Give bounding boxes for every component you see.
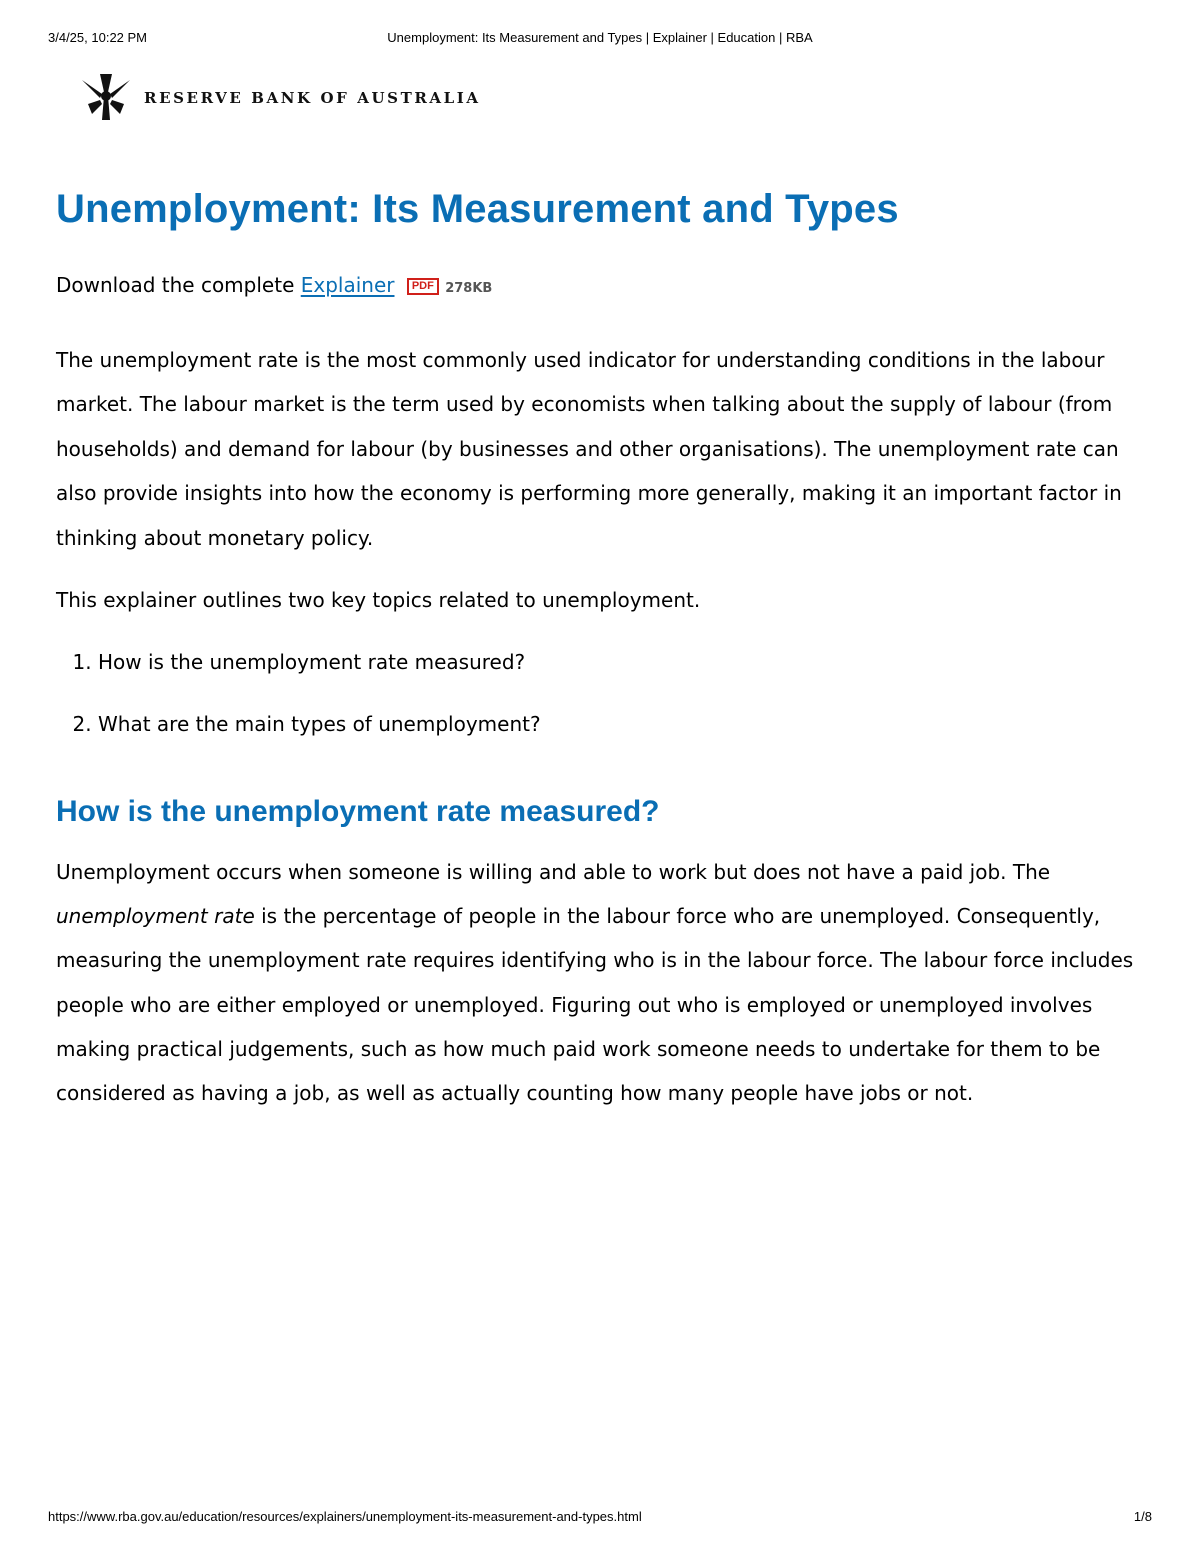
download-prefix: Download the complete	[56, 273, 295, 297]
measurement-paragraph	[56, 850, 1146, 1115]
unemployment-rate-term: unemployment rate	[56, 904, 255, 929]
explainer-download-link[interactable]: Explainer	[300, 273, 395, 297]
page-title: Unemployment: Its Measurement and Types	[56, 187, 899, 231]
section-heading: How is the unemployment rate measured?	[56, 795, 660, 829]
topic-item: 1. How is the unemployment rate measured?	[98, 642, 1146, 682]
rba-logo[interactable]	[80, 74, 481, 122]
bank-name: RESERVE BANK OF AUSTRALIA	[144, 89, 481, 107]
rba-emblem-icon	[80, 74, 132, 122]
print-footer	[48, 1509, 1152, 1531]
print-header	[48, 30, 1152, 52]
print-date: 3/4/25, 10:22 PM	[48, 30, 148, 45]
file-size: 278KB	[445, 281, 493, 296]
measurement-text-2: is the percentage of people in the labour force who are unemployed. Consequently, measuring the unemployment rate requires identifying who is in the labour force. The labour force includes people who are either employed or unemployed. Figuring out who is employed or unemployed involves making practical judgements, such as how much paid work someone needs to undertake for them to be considered as having a job, as well as actually counting how many people have jobs or not.	[56, 904, 1134, 1106]
measurement-text-1: Unemployment occurs when someone is willing and able to work but does not have a paid job. The	[56, 860, 1051, 885]
download-line	[56, 272, 1146, 302]
main-content	[56, 176, 1146, 1115]
print-document-title: Unemployment: Its Measurement and Types | Explainer | Education | RBA	[387, 30, 813, 45]
pdf-icon: PDF	[407, 278, 439, 295]
topic-list	[56, 642, 1146, 744]
outline-paragraph: This explainer outlines two key topics related to unemployment.	[56, 588, 701, 613]
page-number: 1/8	[1133, 1509, 1152, 1524]
intro-paragraph: The unemployment rate is the most commonly used indicator for understanding conditions in the labour market. The labour market is the term used by economists when talking about the supply of labour (from households) and demand for labour (by businesses and other organisations). The unemployment rate can also provide insights into how the economy is performing more generally, making it an important factor in thinking about monetary policy.	[56, 348, 1122, 550]
topic-item: 2. What are the main types of unemployment?	[98, 704, 1146, 744]
page-url: https://www.rba.gov.au/education/resources/explainers/unemployment-its-measurement-and-types.html	[48, 1509, 642, 1524]
